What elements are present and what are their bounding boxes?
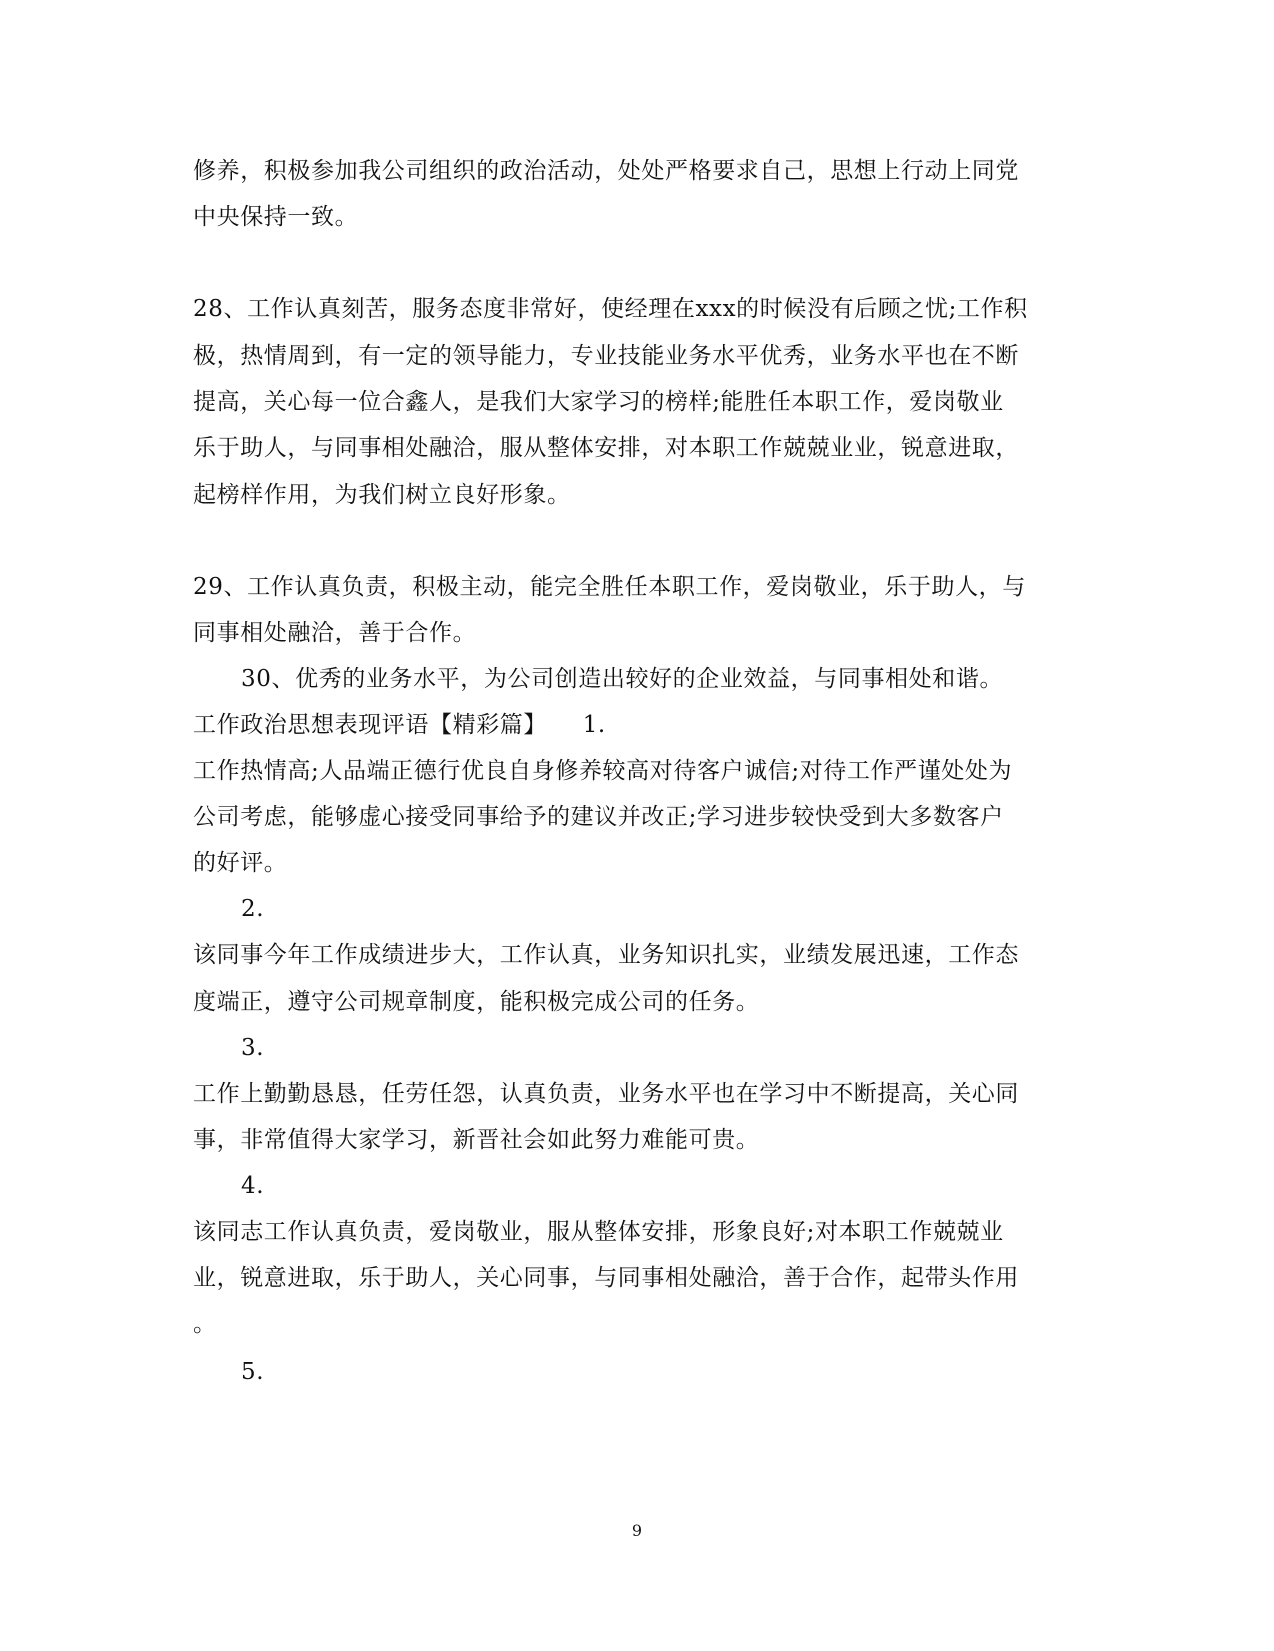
text-line: 28、工作认真刻苦，服务态度非常好，使经理在xxx的时候没有后顾之忧;工作积 [193, 296, 1028, 322]
text-line: 乐于助人，与同事相处融洽，服从整体安排，对本职工作兢兢业业，锐意进取， [193, 435, 1019, 461]
text-line: 该同事今年工作成绩进步大，工作认真，业务知识扎实，业绩发展迅速，工作态 [193, 942, 1019, 968]
text-line: 30、优秀的业务水平，为公司创造出较好的企业效益，与同事相处和谐。 [241, 666, 1004, 692]
text-line: 。 [193, 1311, 217, 1337]
text-line: 公司考虑，能够虚心接受同事给予的建议并改正;学习进步较快受到大多数客户 [193, 804, 1004, 830]
section-heading: 工作政治思想表现评语【精彩篇】 1. [193, 712, 606, 738]
text-line: 业，锐意进取，乐于助人，关心同事，与同事相处融洽，善于合作，起带头作用 [193, 1265, 1019, 1291]
page-number: 9 [631, 1521, 643, 1540]
text-line: 29、工作认真负责，积极主动，能完全胜任本职工作，爱岗敬业，乐于助人，与 [193, 574, 1026, 600]
text-line: 工作上勤勤恳恳，任劳任怨，认真负责，业务水平也在学习中不断提高，关心同 [193, 1081, 1019, 1107]
text-line: 修养，积极参加我公司组织的政治活动，处处严格要求自己，思想上行动上同党 [193, 158, 1019, 184]
text-line: 事，非常值得大家学习，新晋社会如此努力难能可贵。 [193, 1127, 760, 1153]
item-number: 2. [241, 896, 265, 922]
text-line: 工作热情高;人品端正德行优良自身修养较高对待客户诚信;对待工作严谨处处为 [193, 758, 1013, 784]
text-line: 提高，关心每一位合鑫人，是我们大家学习的榜样;能胜任本职工作，爱岗敬业 [193, 389, 1004, 415]
item-number: 3. [241, 1035, 265, 1061]
text-line: 极，热情周到，有一定的领导能力，专业技能业务水平优秀，业务水平也在不断 [193, 343, 1019, 369]
text-line: 中央保持一致。 [193, 204, 359, 230]
text-line: 度端正，遵守公司规章制度，能积极完成公司的任务。 [193, 989, 760, 1015]
item-number: 4. [241, 1173, 265, 1199]
text-line: 同事相处融洽，善于合作。 [193, 620, 477, 646]
text-line: 起榜样作用，为我们树立良好形象。 [193, 482, 571, 508]
text-line: 该同志工作认真负责，爱岗敬业，服从整体安排，形象良好;对本职工作兢兢业 [193, 1219, 1004, 1245]
item-number: 5. [241, 1359, 265, 1385]
text-line: 的好评。 [193, 850, 288, 876]
